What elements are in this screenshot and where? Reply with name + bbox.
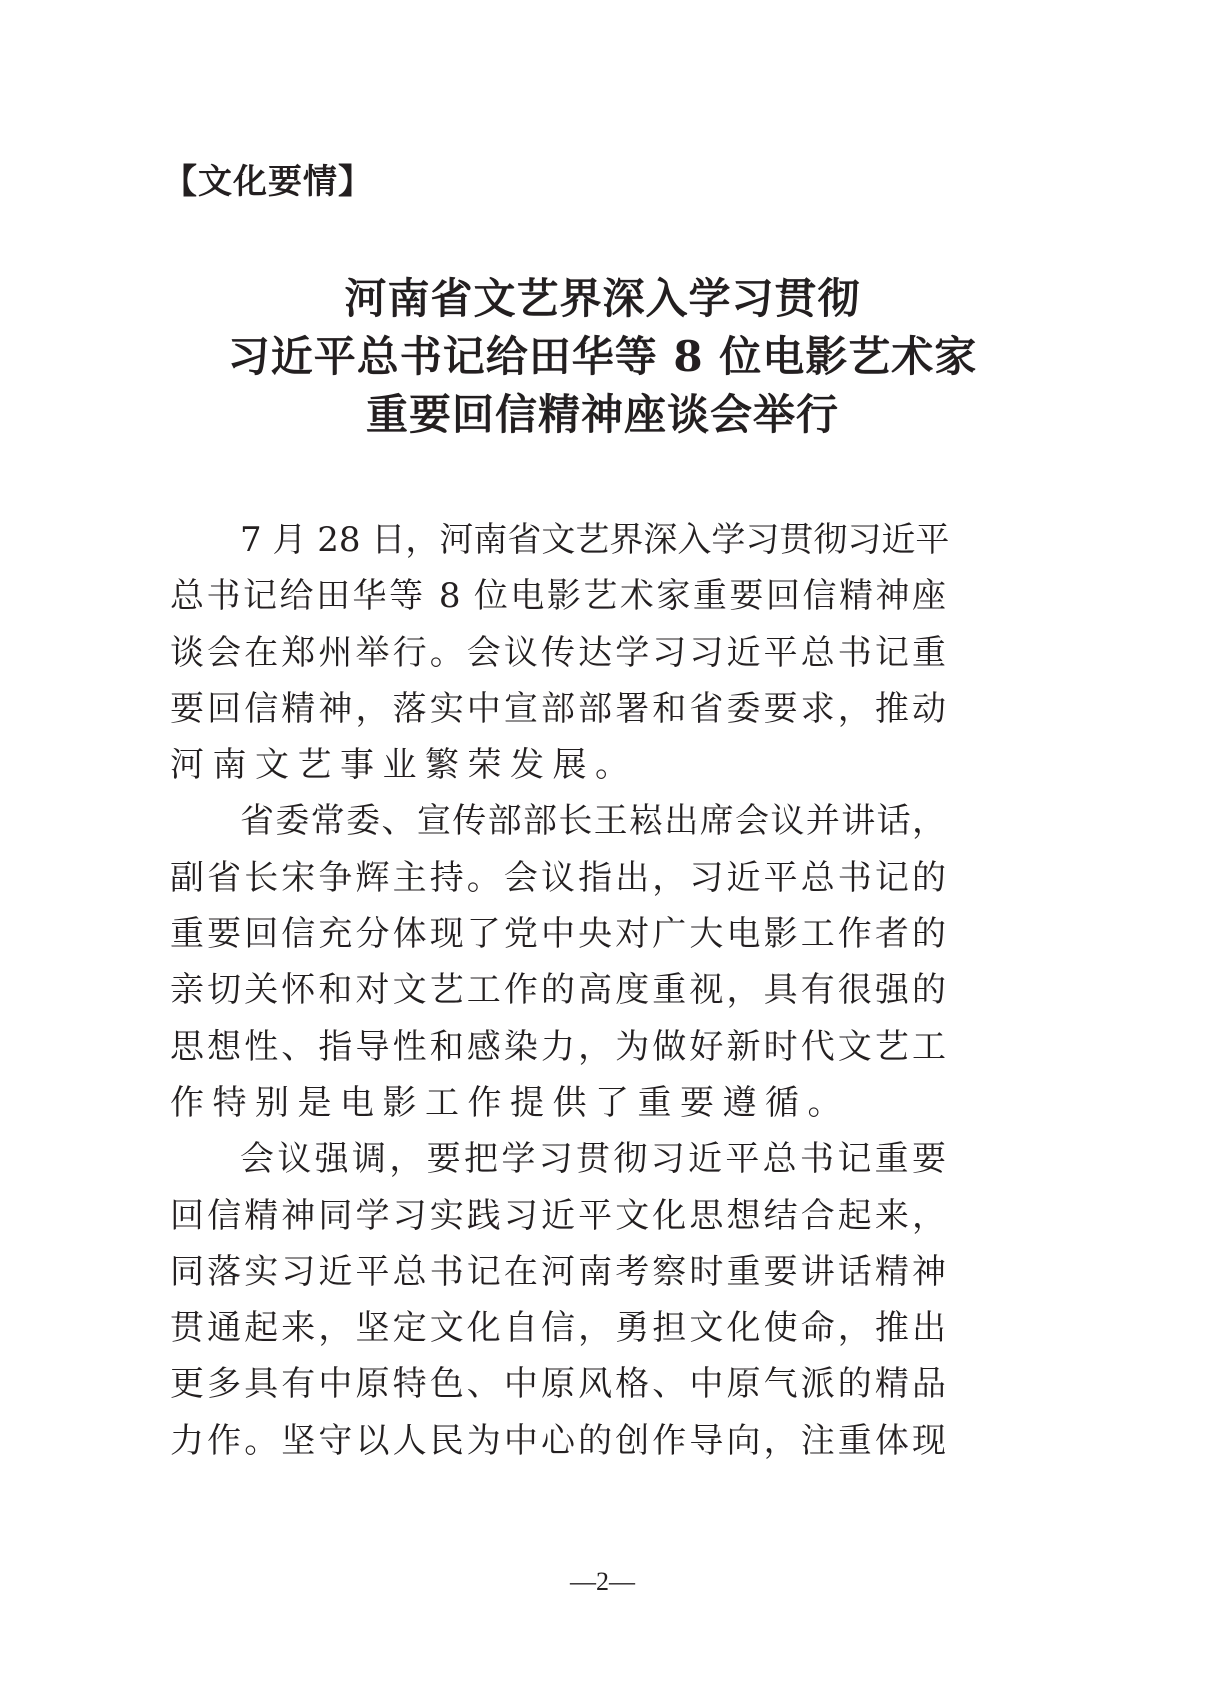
section-tag: 【文化要情】 — [163, 162, 373, 202]
body-line: 力作。坚守以人民为中心的创作导向，注重体现 — [170, 1420, 946, 1461]
title-line: 重要回信精神座谈会举行 — [365, 390, 839, 439]
page-number: —2— — [570, 1567, 635, 1596]
body-line: 思想性、指导性和感染力，为做好新时代文艺工 — [170, 1026, 946, 1067]
body-line: 贯通起来，坚定文化自信，勇担文化使命，推出 — [170, 1308, 946, 1349]
body-line: 副省长宋争辉主持。会议指出，习近平总书记的 — [170, 857, 946, 898]
article-body — [170, 512, 950, 1469]
body-line: 谈会在郑州举行。会议传达学习习近平总书记重 — [170, 632, 946, 673]
body-line: 更多具有中原特色、中原风格、中原气派的精品 — [170, 1364, 946, 1405]
body-line: 河南文艺事业繁荣发展。 — [170, 745, 638, 786]
title-line: 习近平总书记给田华等 8 位电影艺术家 — [227, 332, 978, 381]
body-line: 重要回信充分体现了党中央对广大电影工作者的 — [170, 914, 946, 955]
body-line: 同落实习近平总书记在河南考察时重要讲话精神 — [170, 1251, 946, 1292]
body-line: 7 月 28 日，河南省文艺界深入学习贯彻习近平 — [240, 520, 950, 560]
title-line: 河南省文艺界深入学习贯彻 — [344, 274, 861, 323]
body-line: 回信精神同学习实践习近平文化思想结合起来， — [170, 1195, 946, 1236]
body-line: 作特别是电影工作提供了重要遵循。 — [170, 1082, 850, 1123]
body-line: 要回信精神，落实中宣部部署和省委要求，推动 — [170, 688, 946, 729]
article-title — [0, 270, 1205, 444]
body-line: 会议强调，要把学习贯彻习近平总书记重要 — [240, 1139, 946, 1180]
body-line: 总书记给田华等 8 位电影艺术家重要回信精神座 — [170, 576, 946, 617]
body-line: 省委常委、宣传部部长王崧出席会议并讲话， — [240, 801, 946, 842]
body-line: 亲切关怀和对文艺工作的高度重视，具有很强的 — [170, 970, 946, 1011]
